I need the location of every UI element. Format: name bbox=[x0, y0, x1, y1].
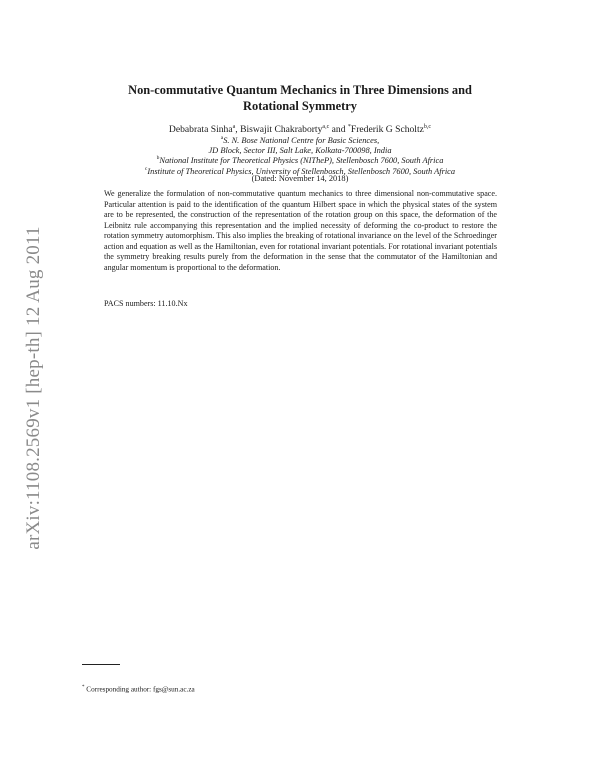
dated-line: (Dated: November 14, 2018) bbox=[251, 174, 349, 183]
abstract bbox=[104, 189, 497, 273]
footnote: * Corresponding author: fgs@sun.ac.za bbox=[82, 685, 195, 694]
author-1: Debabrata Sinha$^a$ bbox=[168, 124, 236, 136]
affiliation-a: $^a$S. N. Bose National Centre for Basic Sciences, JD Block, Sector III, Salt Lake, Kolkata-700098, India bbox=[208, 135, 392, 156]
title-line-2: Rotational Symmetry bbox=[243, 99, 357, 113]
author-separator: , bbox=[235, 124, 241, 136]
arxiv-stamp bbox=[0, 0, 60, 776]
abstract-text: We generalize the formulation of non-commutative quantum mechanics to three dimensional non-commutative space. Particular attention is paid to the identification of the quantum Hilbert space in which the physical states of the system are to be represented, the construction of the representation of the rotation group on this space, the deformation of the Leibnitz rule accompanying this representation and the implied necessity of deforming the co-product to restore the rotation symmetry automorphism. This also implies the breaking of rotational invariance on the level of the Schroedinger action and equation as well as the Hamiltonian, even for rotational invariant potentials. For rotational invariant potentials the symmetry breaking results purely from the deformation in the sense that the commutator of the Hamiltonian and angular momentum is proportional to the deformation. bbox=[104, 189, 497, 272]
title-line-1: Non-commutative Quantum Mechanics in Three Dimensions and bbox=[128, 83, 472, 97]
footnote-text: Corresponding author: fgs@sun.ac.za bbox=[86, 685, 195, 694]
paper-title bbox=[100, 82, 500, 114]
arxiv-stamp-text: arXiv:1108.2569v1 [hep-th] 12 Aug 2011 bbox=[23, 226, 44, 550]
footnote-rule bbox=[82, 664, 120, 665]
author-2: Biswajit Chakraborty$^{a,c}$ bbox=[240, 124, 330, 136]
affiliation-c: $^c$Institute of Theoretical Physics, University of Stellenbosch, Stellenbosch 7600, South Africa bbox=[144, 165, 456, 176]
affiliation-b: $^b$National Institute for Theoretical Physics (NITheP), Stellenbosch 7600, South Africa bbox=[156, 155, 444, 165]
author-3: *Frederik G Scholtz$^{b,c}$ bbox=[347, 124, 432, 136]
author-separator: and bbox=[329, 124, 348, 136]
pacs-numbers: PACS numbers: 11.10.Nx bbox=[104, 299, 188, 308]
